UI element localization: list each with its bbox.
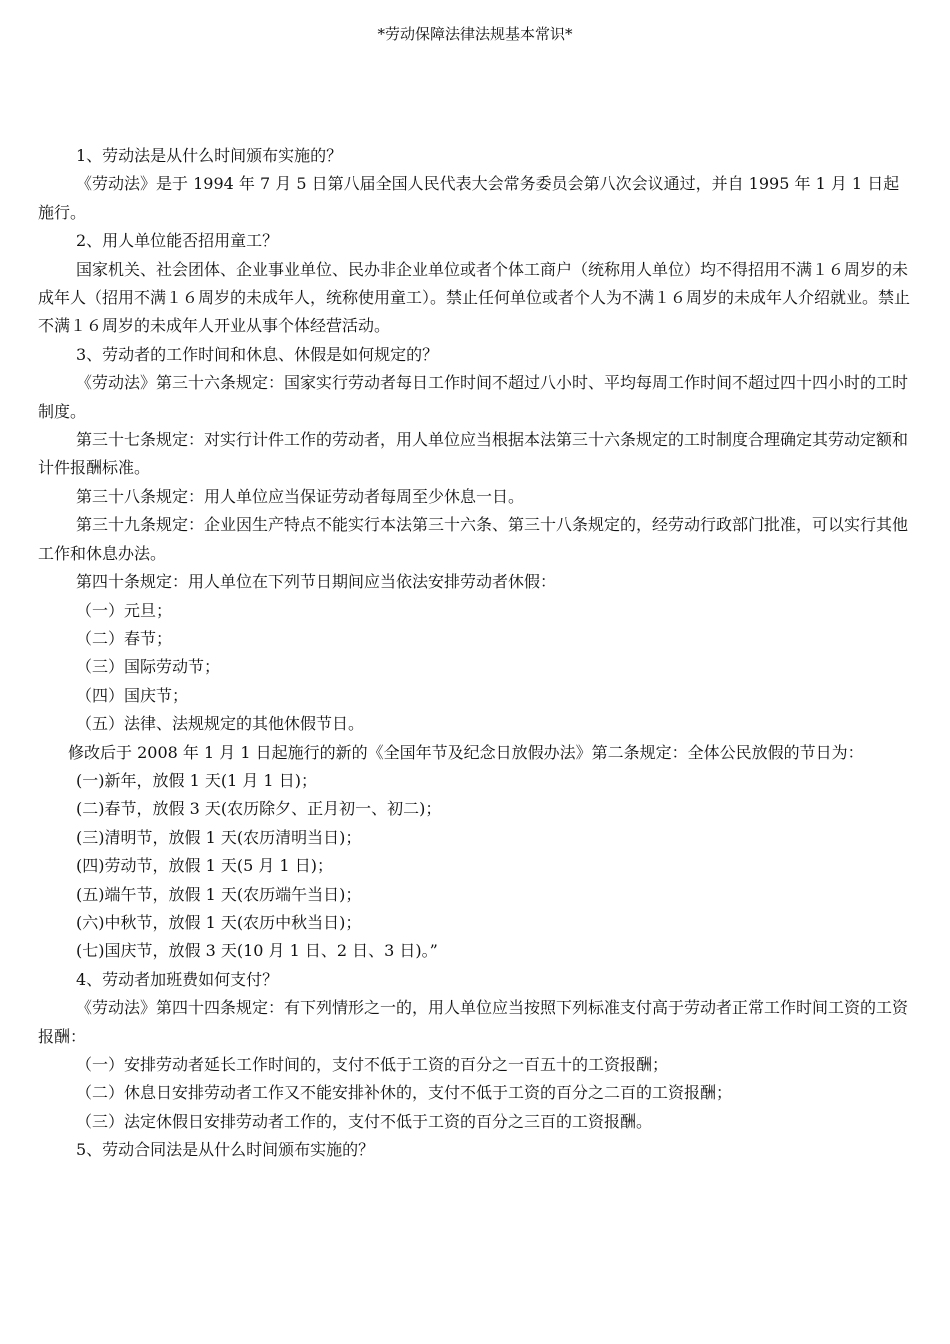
- paragraph: 3、劳动者的工作时间和休息、休假是如何规定的？: [76, 344, 439, 364]
- paragraph: 国家机关、社会团体、企业事业单位、民办非企业单位或者个体工商户（统称用人单位）均不得招用不满１６周岁的未成年人（招用不满１６周岁的未成年人，统称使用童工）。禁止任何单位或者个人为不满１６周岁的未成年人介绍就业。禁止不满１６周岁的未成年人开业从事个体经营活动。: [38, 259, 911, 336]
- list-item: (七)国庆节，放假 3 天(10 月 1 日、2 日、3 日)。”: [76, 941, 438, 961]
- paragraph: 《劳动法》第三十六条规定：国家实行劳动者每日工作时间不超过八小时、平均每周工作时间不超过四十四小时的工时制度。: [38, 373, 909, 421]
- paragraph: 《劳动法》是于 1994 年 7 月 5 日第八届全国人民代表大会常务委员会第八次会议通过，并自 1995 年 1 月 1 日起施行。: [38, 174, 900, 222]
- paragraph: 第三十八条规定：用人单位应当保证劳动者每周至少休息一日。: [76, 486, 525, 506]
- list-item: （三）国际劳动节；: [76, 657, 221, 677]
- list-item: （五）法律、法规规定的其他休假节日。: [76, 714, 365, 734]
- document-body: [38, 142, 912, 1165]
- list-item: (四)劳动节，放假 1 天(5 月 1 日)；: [76, 856, 333, 876]
- list-item: （三）法定休假日安排劳动者工作的，支付不低于工资的百分之三百的工资报酬。: [76, 1111, 653, 1131]
- paragraph: 《劳动法》第四十四条规定：有下列情形之一的，用人单位应当按照下列标准支付高于劳动者正常工作时间工资的工资报酬：: [38, 998, 909, 1046]
- list-item: (二)春节，放假 3 天(农历除夕、正月初一、初二)；: [76, 799, 442, 819]
- list-item: (六)中秋节，放假 1 天(农历中秋当日)；: [76, 912, 362, 932]
- paragraph: 2、用人单位能否招用童工？: [76, 231, 279, 251]
- list-item: (一)新年，放假 1 天(1 月 1 日)；: [76, 770, 317, 790]
- list-item: （二）春节；: [76, 628, 173, 648]
- paragraph: 第三十九条规定：企业因生产特点不能实行本法第三十六条、第三十八条规定的，经劳动行政部门批准，可以实行其他工作和休息办法。: [38, 515, 909, 563]
- list-item: （二）休息日安排劳动者工作又不能安排补休的，支付不低于工资的百分之二百的工资报酬；: [76, 1083, 733, 1103]
- paragraph: 4、劳动者加班费如何支付？: [76, 969, 279, 989]
- list-item: (五)端午节，放假 1 天(农历端午当日)；: [76, 884, 362, 904]
- list-item: （一）安排劳动者延长工作时间的，支付不低于工资的百分之一百五十的工资报酬；: [76, 1055, 669, 1074]
- paragraph: 第三十七条规定：对实行计件工作的劳动者，用人单位应当根据本法第三十六条规定的工时制度合理确定其劳动定额和计件报酬标准。: [38, 430, 909, 478]
- list-item: （一）元旦；: [76, 600, 173, 620]
- list-item: （四）国庆节；: [76, 685, 189, 705]
- paragraph: 第四十条规定：用人单位在下列节日期间应当依法安排劳动者休假：: [76, 572, 557, 592]
- list-item: (三)清明节，放假 1 天(农历清明当日)；: [76, 827, 362, 847]
- paragraph: 5、劳动合同法是从什么时间颁布实施的？: [76, 1140, 375, 1160]
- page-header: *劳动保障法律法规基本常识*: [377, 25, 573, 43]
- paragraph: 1、劳动法是从什么时间颁布实施的？: [76, 146, 343, 165]
- paragraph: 修改后于 2008 年 1 月 1 日起施行的新的《全国年节及纪念日放假办法》第二条规定：全体公民放假的节日为：: [68, 742, 864, 762]
